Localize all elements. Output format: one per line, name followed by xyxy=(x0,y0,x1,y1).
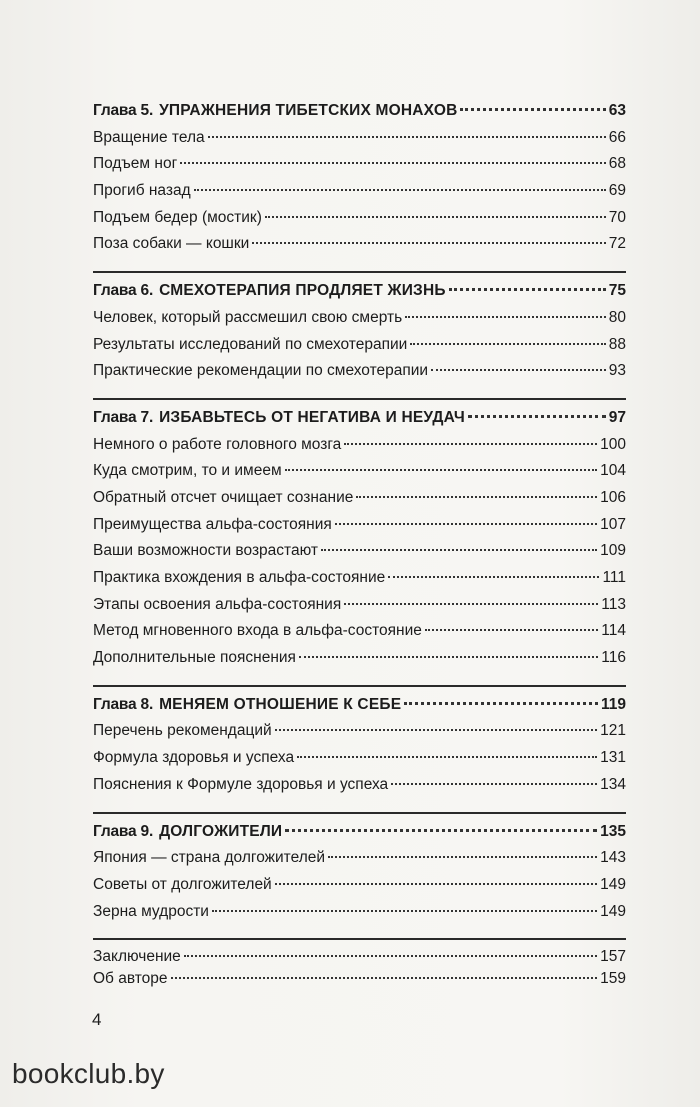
dot-leader xyxy=(328,856,597,858)
entry-page: 134 xyxy=(600,775,626,793)
entry-title: Поза собаки — кошки xyxy=(93,235,250,253)
entry-title: Прогиб назад xyxy=(93,182,191,200)
back-matter xyxy=(93,938,626,990)
toc-entry[interactable] xyxy=(93,231,626,258)
chapter-page: 119 xyxy=(600,695,626,713)
dot-leader xyxy=(410,343,605,345)
entry-title: Практика вхождения в альфа-состояние xyxy=(93,569,386,586)
toc-entry[interactable] xyxy=(93,458,626,485)
toc-entry[interactable] xyxy=(93,565,626,592)
dot-leader xyxy=(180,162,606,164)
chapter-label: Глава 7. xyxy=(93,408,154,426)
chapter-page: 97 xyxy=(608,408,626,426)
toc-entry[interactable] xyxy=(93,178,626,205)
dot-leader xyxy=(344,603,598,605)
chapter-heading[interactable] xyxy=(93,405,626,432)
toc-entry[interactable] xyxy=(93,946,626,968)
entry-title: Пояснения к Формуле здоровья и успеха xyxy=(93,775,389,793)
entry-page: 149 xyxy=(600,902,626,920)
entry-title: Немного о работе головного мозга xyxy=(93,435,342,453)
dot-leader xyxy=(404,702,598,705)
toc-entry[interactable] xyxy=(93,205,626,232)
dot-leader xyxy=(285,829,597,832)
toc-entry[interactable] xyxy=(93,432,626,459)
chapter-name: ИЗБАВЬТЕСЬ ОТ НЕГАТИВА И НЕУДАЧ xyxy=(159,408,465,426)
dot-leader xyxy=(388,576,599,578)
entry-title: Обратный отсчет очищает сознание xyxy=(93,488,354,506)
dot-leader xyxy=(299,656,598,658)
entry-title: Подъем ног xyxy=(93,155,178,173)
chapter-label: Глава 5. xyxy=(93,102,154,119)
dot-leader xyxy=(405,316,606,318)
table-of-contents xyxy=(93,98,626,990)
entry-page: 70 xyxy=(608,208,626,226)
entry-page: 131 xyxy=(600,749,626,767)
entry-page: 88 xyxy=(608,335,626,353)
entry-page: 100 xyxy=(600,435,626,453)
dot-leader xyxy=(335,523,597,525)
chapter-block xyxy=(93,685,626,799)
entry-page: 113 xyxy=(601,595,626,613)
chapter-title xyxy=(93,278,446,305)
toc-entry[interactable] xyxy=(93,305,626,332)
entry-page: 80 xyxy=(608,308,626,326)
dot-leader xyxy=(275,883,597,885)
chapter-title xyxy=(93,405,465,432)
chapter-label: Глава 9. xyxy=(93,822,154,840)
toc-entry[interactable] xyxy=(93,512,626,539)
toc-entry[interactable] xyxy=(93,845,626,872)
chapter-block xyxy=(93,271,626,385)
entry-title: Метод мгновенного входа в альфа-состояние xyxy=(93,622,422,640)
dot-leader xyxy=(468,415,606,418)
toc-entry[interactable] xyxy=(93,968,626,990)
entry-title: Ваши возможности возрастают xyxy=(93,542,318,560)
toc-entry[interactable] xyxy=(93,151,626,178)
entry-page: 69 xyxy=(608,182,626,200)
toc-entry[interactable] xyxy=(93,772,626,799)
entry-page: 68 xyxy=(608,155,626,173)
chapter-name: УПРАЖНЕНИЯ ТИБЕТСКИХ МОНАХОВ xyxy=(159,102,458,119)
entry-page: 111 xyxy=(602,569,626,586)
dot-leader xyxy=(425,629,598,631)
chapter-name: СМЕХОТЕРАПИЯ ПРОДЛЯЕТ ЖИЗНЬ xyxy=(159,282,446,300)
entry-page: 157 xyxy=(600,948,626,966)
chapter-name: ДОЛГОЖИТЕЛИ xyxy=(159,822,283,840)
entry-title: Формула здоровья и успеха xyxy=(93,749,295,767)
toc-entry[interactable] xyxy=(93,645,626,672)
entry-title: Япония — страна долгожителей xyxy=(93,849,326,867)
entry-page: 159 xyxy=(600,970,626,988)
entry-page: 106 xyxy=(600,488,626,506)
chapter-block xyxy=(93,398,626,672)
chapter-title xyxy=(93,98,457,125)
dot-leader xyxy=(275,729,597,731)
dot-leader xyxy=(431,369,606,371)
entry-title: Советы от долгожителей xyxy=(93,875,272,893)
chapter-page: 63 xyxy=(608,102,626,119)
dot-leader xyxy=(449,288,606,291)
toc-entry[interactable] xyxy=(93,332,626,359)
dot-leader xyxy=(356,496,597,498)
chapter-block xyxy=(93,812,626,926)
toc-entry[interactable] xyxy=(93,872,626,899)
toc-entry[interactable] xyxy=(93,125,626,152)
toc-entry[interactable] xyxy=(93,592,626,619)
chapter-page: 135 xyxy=(600,822,626,840)
dot-leader xyxy=(297,756,597,758)
toc-entry[interactable] xyxy=(93,485,626,512)
dot-leader xyxy=(285,469,598,471)
dot-leader xyxy=(265,216,606,218)
chapter-heading[interactable] xyxy=(93,692,626,719)
dot-leader xyxy=(391,783,597,785)
toc-entry[interactable] xyxy=(93,358,626,385)
toc-entry[interactable] xyxy=(93,618,626,645)
dot-leader xyxy=(460,108,605,111)
entry-title: Преимущества альфа-состояния xyxy=(93,515,332,533)
chapter-label: Глава 8. xyxy=(93,695,154,713)
entry-page: 116 xyxy=(601,649,626,667)
entry-title: Подъем бедер (мостик) xyxy=(93,208,262,226)
chapter-title xyxy=(93,819,282,846)
page-number: 4 xyxy=(92,1010,102,1029)
entry-title: Заключение xyxy=(93,948,181,966)
entry-title: Этапы освоения альфа-состояния xyxy=(93,595,342,613)
toc-entry[interactable] xyxy=(93,538,626,565)
chapter-heading[interactable] xyxy=(93,819,626,846)
entry-page: 104 xyxy=(600,462,626,480)
chapter-heading[interactable] xyxy=(93,98,626,125)
dot-leader xyxy=(184,955,597,957)
dot-leader xyxy=(344,443,597,445)
entry-title: Куда смотрим, то и имеем xyxy=(93,462,282,480)
entry-title: Вращение тела xyxy=(93,128,205,146)
entry-page: 143 xyxy=(600,849,626,867)
toc-entry[interactable] xyxy=(93,899,626,926)
chapter-name: МЕНЯЕМ ОТНОШЕНИЕ К СЕБЕ xyxy=(159,695,402,713)
chapter-page: 75 xyxy=(608,282,626,300)
entry-page: 149 xyxy=(600,875,626,893)
dot-leader xyxy=(208,136,606,138)
entry-title: Человек, который рассмешил свою смерть xyxy=(93,308,403,326)
entry-page: 93 xyxy=(608,362,626,380)
watermark: bookclub.by xyxy=(12,1058,165,1089)
entry-title: Практические рекомендации по смехотерапии xyxy=(93,362,429,380)
entry-title: Зерна мудрости xyxy=(93,902,209,920)
entry-title: Дополнительные пояснения xyxy=(93,649,296,667)
toc-entry[interactable] xyxy=(93,718,626,745)
entry-title: Перечень рекомендаций xyxy=(93,722,272,740)
entry-page: 114 xyxy=(601,622,626,640)
entry-title: Результаты исследований по смехотерапии xyxy=(93,335,408,353)
dot-leader xyxy=(252,242,605,244)
chapter-block xyxy=(93,98,626,258)
dot-leader xyxy=(194,189,606,191)
chapter-label: Глава 6. xyxy=(93,282,154,300)
entry-page: 121 xyxy=(600,722,626,740)
dot-leader xyxy=(321,549,597,551)
toc-entry[interactable] xyxy=(93,745,626,772)
entry-page: 66 xyxy=(608,128,626,146)
chapter-title xyxy=(93,692,401,719)
dot-leader xyxy=(212,910,597,912)
entry-page: 107 xyxy=(600,515,626,533)
entry-page: 109 xyxy=(600,542,626,560)
chapter-heading[interactable] xyxy=(93,278,626,305)
entry-page: 72 xyxy=(608,235,626,253)
dot-leader xyxy=(171,977,598,979)
entry-title: Об авторе xyxy=(93,970,168,988)
